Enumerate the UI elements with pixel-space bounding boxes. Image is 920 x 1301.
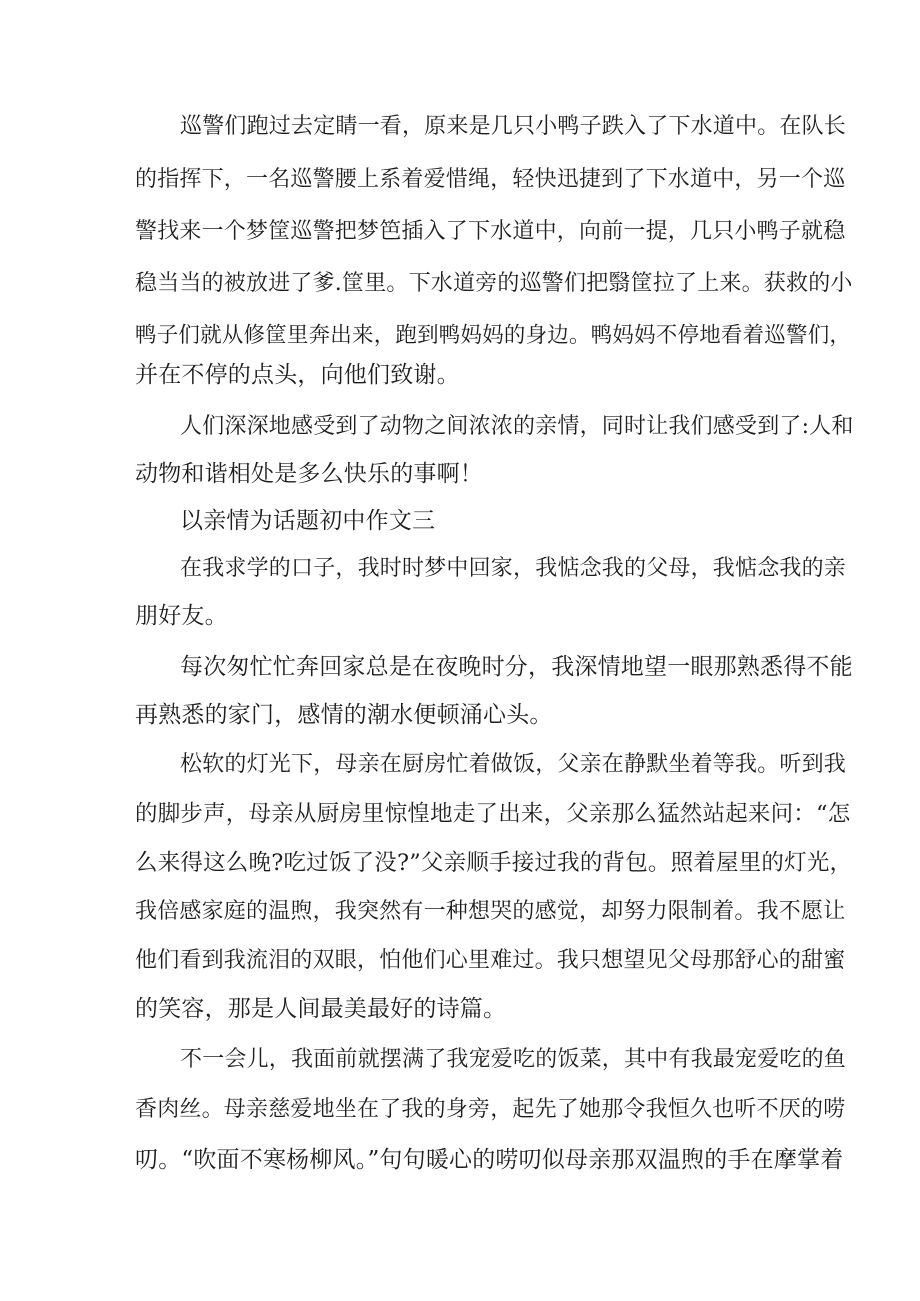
text-line: 的笑容，那是人间最美最好的诗篇。 xyxy=(135,996,507,1022)
text-line: 不一会儿，我面前就摆满了我宠爱吃的饭菜，其中有我最宠爱吃的鱼 xyxy=(180,1047,847,1072)
text-line: 动物和谐相处是多么快乐的事啊！ xyxy=(135,461,483,487)
text-line: 稳当当的被放进了爹.筐里。下水道旁的巡警们把翳筐拉了上来。获救的小 xyxy=(135,271,853,296)
text-line: 巡警们跑过去定睛一看，原来是几只小鸭子跌入了下水道中。在队长 xyxy=(180,114,847,139)
text-line: 叨。“吹面不寒杨柳风。”句句暖心的唠叨似母亲那双温煦的手在摩掌着 xyxy=(135,1147,844,1173)
text-line: 鸭子们就从修筐里奔出来，跑到鸭妈妈的身边。鸭妈妈不停地看着巡警们， xyxy=(135,323,852,348)
text-line: 再熟悉的家门，感情的潮水便顿涌心头。 xyxy=(135,702,553,728)
text-line: 警找来一个梦筐巡警把梦笆插入了下水道中，向前一提，几只小鸭子就稳 xyxy=(135,219,846,244)
text-line: 人们深深地感受到了动物之间浓浓的亲情，同时让我们感受到了:人和 xyxy=(180,414,854,439)
text-line: 每次匆忙忙奔回家总是在夜晚时分，我深情地望一眼那熟悉得不能 xyxy=(180,654,853,680)
text-line: 他们看到我流泪的双眼，怕他们心里难过。我只想望见父母那舒心的甜蜜 xyxy=(135,948,846,973)
text-line: 么来得这么晚?吃过饭了没?”父亲顺手接过我的背包。照着屋里的灯光， xyxy=(135,850,853,876)
text-line: 松软的灯光下，母亲在厨房忙着做饭，父亲在静默坐着等我。听到我 xyxy=(180,752,847,777)
text-line: 我倍感家庭的温煦，我突然有一种想哭的感觉，却努力限制着。我不愿让 xyxy=(135,899,846,924)
text-line: 并在不停的点头，向他们致谢。 xyxy=(135,362,460,388)
text-line: 朋好友。 xyxy=(135,603,228,629)
section-heading: 以亲情为话题初中作文三 xyxy=(180,508,436,534)
text-line: 的脚步声，母亲从厨房里惊惶地走了出来，父亲那么猛然站起来问：“怎 xyxy=(135,801,851,827)
text-line: 香肉丝。母亲慈爱地坐在了我的身旁，起先了她那令我恒久也听不厌的唠 xyxy=(135,1097,846,1122)
text-line: 在我求学的口子，我时时梦中回家，我惦念我的父母，我惦念我的亲 xyxy=(180,556,847,581)
text-line: 的指挥下，一名巡警腰上系着爱惜绳，轻快迅捷到了下水道中，另一个巡 xyxy=(135,167,846,192)
